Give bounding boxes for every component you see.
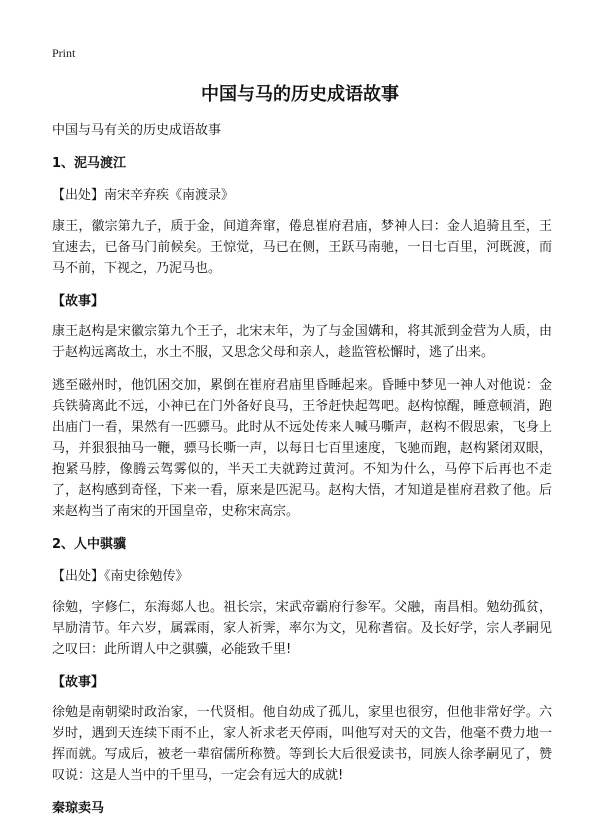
source-quote: 徐勉，字修仁，东海郯人也。祖长宗，宋武帝霸府行参军。父融，南昌相。勉幼孤贫，早励清节。年六岁，属霖雨，家人祈霁，率尔为文，见称耆宿。及长好学，宗人孝嗣见之叹曰：此所谓人中之骐骥，必能致千里!	[52, 600, 552, 657]
print-link[interactable]: Print	[52, 46, 76, 60]
source-line	[52, 185, 552, 206]
page-title: 中国与马的历史成语故事	[201, 84, 399, 105]
source-line	[52, 566, 552, 587]
story-label: 【故事】	[52, 675, 105, 690]
section-heading: 1、泥马渡江	[52, 156, 127, 171]
section-heading: 2、人中骐骥	[52, 537, 127, 552]
story-paragraph: 逃至磁州时，他饥困交加，累倒在崔府君庙里昏睡起来。昏睡中梦见一神人对他说：金兵铁骑离此不远，小神已在门外备好良马，王爷赶快起驾吧。赵构惊醒，睡意顿消，跑出庙门一看，果然有一匹骠马。此时从不远处传来人喊马嘶声，赵构不假思索，飞身上马，并狠狠抽马一鞭，骠马长嘶一声，以每日七百里速度，飞驰而跑，赵构紧闭双眼，抱紧马脖，像腾云驾雾似的，半天工夫就跨过黄河。不知为什么，马停下后再也不走了，赵构感到奇怪，下来一看，原来是匹泥马。赵构大悟，才知道是崔府君救了他。后来赵构当了南宋的开国皇帝，史称宋高宗。	[52, 378, 552, 519]
article-body	[52, 120, 552, 830]
source-label: 【出处】	[52, 188, 105, 203]
story-label: 【故事】	[52, 294, 105, 309]
source-text: 《南史徐勉传》	[104, 569, 189, 584]
source-quote: 康王，徽宗第九子，质于金，间道奔窜，倦息崔府君庙，梦神人曰：金人追骑且至，王宜速去，已备马门前候矣。王惊觉，马已在侧，王跃马南驰，一日七百里，河既渡，而马不前，下视之，乃泥马也。	[52, 219, 552, 276]
article-subtitle: 中国与马有关的历史成语故事	[52, 123, 222, 138]
section-heading: 秦琼卖马	[52, 801, 105, 816]
story-paragraph: 康王赵构是宋徽宗第九个王子，北宋末年，为了与金国媾和，将其派到金营为人质，由于赵构远离故土，水土不服，又思念父母和亲人，趁监管松懈时，逃了出来。	[52, 324, 552, 360]
source-label: 【出处】	[52, 569, 105, 584]
source-text: 南宋辛弃疾《南渡录》	[104, 188, 235, 203]
story-paragraph: 徐勉是南朝梁时政治家，一代贤相。他自幼成了孤儿，家里也很穷，但他非常好学。六岁时，遇到天连续下雨不止，家人祈求老天停雨，叫他写对天的文告，他毫不费力地一挥而就。写成后，被老一辈宿儒所称赞。等到长大后很爱读书，同族人徐孝嗣见了，赞叹说：这是人当中的千里马，一定会有远大的成就!	[52, 705, 552, 783]
